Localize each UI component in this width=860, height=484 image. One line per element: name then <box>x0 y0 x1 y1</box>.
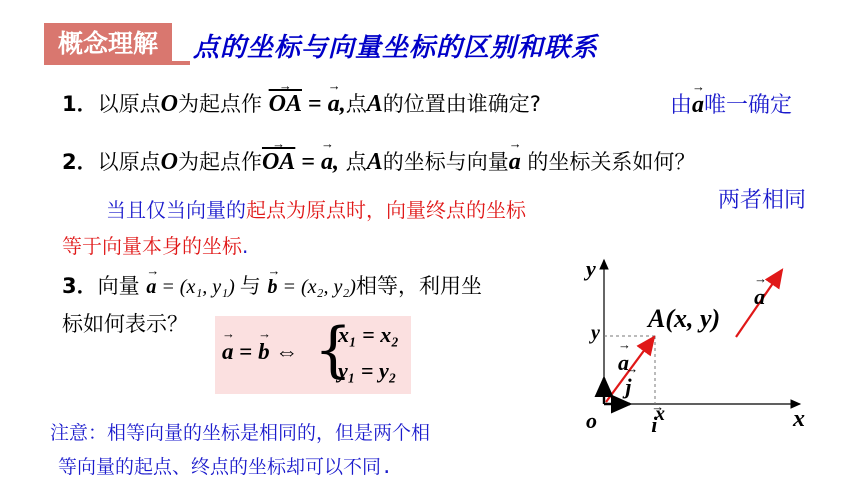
vector-a-far-label: → a <box>754 284 765 310</box>
q3-line-2: 标如何表示？ <box>62 312 188 336</box>
q1-comma: , <box>339 91 346 117</box>
q1-answer <box>670 88 792 119</box>
formula-left <box>222 339 298 365</box>
q1-answer-post: 唯一确定 <box>704 93 793 118</box>
q3-a-vector: → a <box>146 276 156 299</box>
q3-text-a: 向量 <box>97 274 147 298</box>
q2-text-a: 以原点 <box>97 150 161 174</box>
q2-number: 2． <box>62 150 98 174</box>
tag-underline <box>172 61 190 65</box>
page-title: 点的坐标与向量坐标的区别和联系 <box>193 33 599 63</box>
q1-text-c: 点 <box>345 92 367 116</box>
q1-text-d: 的位置由谁确定? <box>382 92 541 116</box>
q1-text-a: 以原点 <box>97 92 161 116</box>
y-tick-label: y <box>591 322 600 344</box>
coordinate-diagram <box>570 250 850 450</box>
vector-a-near-label: → a <box>618 350 629 376</box>
q2-answer-line2-end: . <box>242 234 249 258</box>
formula-b-vector: → b <box>258 339 270 365</box>
x-tick-label: x <box>655 403 665 425</box>
formula-brace: { <box>314 315 353 385</box>
q1-oa-vector: → $\overline{OA}$ <box>269 91 302 118</box>
q2-eq: = <box>295 149 321 175</box>
unit-j-label: → j <box>625 374 631 400</box>
q1-A: A <box>366 91 383 117</box>
note-line-2: 等向量的起点、终点的坐标却可以不同. <box>58 456 393 478</box>
question-1 <box>62 88 541 118</box>
formula-iff: ⇔ <box>275 339 299 364</box>
formula-eq: = <box>233 339 259 364</box>
q3-number: 3． <box>62 274 98 298</box>
q3-pair-1: = (x₁, y₁) <box>156 276 240 298</box>
q2-a2-vector: → a <box>509 149 521 176</box>
concept-tag: 概念理解 <box>44 23 172 65</box>
q1-answer-pre: 由 <box>670 93 693 118</box>
question-2 <box>62 146 695 176</box>
note-line-1: 注意：相等向量的坐标是相同的，但是两个相 <box>50 422 431 444</box>
q3-b-vector: → b <box>267 276 277 299</box>
q1-o: O <box>160 91 178 117</box>
q1-text-b: 为起点作 <box>177 92 262 116</box>
y-axis-label: y <box>586 256 596 281</box>
q1-answer-a: → a <box>692 92 704 119</box>
origin-label: o <box>586 408 597 433</box>
q2-o: O <box>160 149 178 175</box>
q3-text-b: 相等，利用坐 <box>355 274 482 298</box>
q2-text-e: 的坐标关系如何？ <box>520 150 696 174</box>
q2-answer-line-2 <box>62 230 248 259</box>
unit-i-label: → i <box>651 412 657 438</box>
q2-a-vector: → a <box>321 149 333 176</box>
point-A-letter: A <box>648 304 666 333</box>
q2-comma: , <box>333 149 339 175</box>
q2-A: A <box>366 149 383 175</box>
q1-number: 1． <box>62 92 98 116</box>
formula-cond-1: x₁ = x₂ <box>338 322 399 347</box>
q2-answer-line2: 等于向量本身的坐标 <box>62 234 242 258</box>
point-A-coords: (x, y) <box>665 304 721 333</box>
question-3 <box>62 270 482 300</box>
point-A-label <box>648 304 720 334</box>
q2-answer-line-1 <box>106 194 526 223</box>
q3-yu: 与 <box>239 274 268 298</box>
q2-text-d: 的坐标与向量 <box>382 150 509 174</box>
x-axis-label: x <box>793 406 805 432</box>
q2-text-b: 为起点作 <box>177 150 262 174</box>
q2-answer-line1-b: 起点为原点时，向量终点的坐标 <box>246 198 526 222</box>
q2-answer-line1-a: 当且仅当向量的 <box>106 198 246 222</box>
formula-cond-2: y₁ = y₂ <box>338 358 397 383</box>
formula-a-vector: → a <box>222 339 234 365</box>
q2-text-c: 点 <box>339 150 367 174</box>
q1-eq: = <box>302 91 328 117</box>
q3-pair-2: = (x₂, y₂) <box>277 276 356 298</box>
q1-a-vector: → a <box>328 91 340 118</box>
q2-oa-vector: → $\overline{OA}$ <box>262 149 295 176</box>
q2-answer-right: 两者相同 <box>718 188 807 213</box>
